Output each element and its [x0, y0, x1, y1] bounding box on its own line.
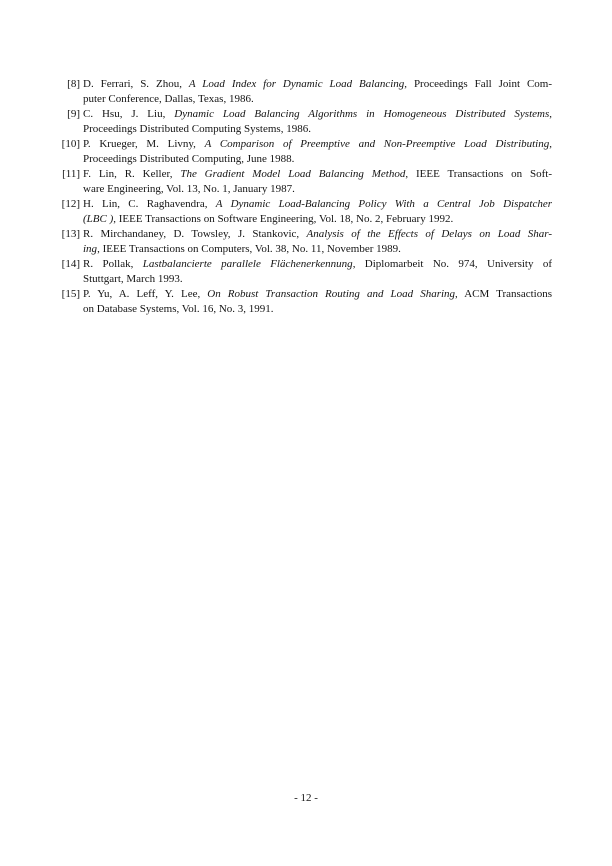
reference-title-italic: Analysis of the Effects of Delays on Load Shar- [306, 228, 552, 240]
reference-entry [61, 197, 552, 227]
reference-text: R. Pollak, [83, 258, 143, 270]
reference-text: , IEEE Transactions on Soft- [405, 168, 552, 180]
reference-title-italic: The Gradient Model Load Balancing Method [180, 168, 406, 180]
reference-text: D. Ferrari, S. Zhou, [83, 78, 189, 90]
reference-text: R. Mirchandaney, D. Towsley, J. Stankovic, [83, 228, 307, 240]
reference-entry [62, 167, 552, 197]
reference-text: puter Conference, Dallas, Texas, 1986. [83, 93, 254, 105]
reference-text: , Diplomarbeit No. 974, University of [352, 258, 552, 270]
reference-text: , IEEE Transactions on Software Engineering, Vol. 18, No. 2, February 1992. [113, 213, 454, 225]
reference-text: , [549, 108, 552, 120]
reference-title-italic: A Comparison of Preemptive and Non-Preemptive Load Distributing [204, 138, 550, 150]
reference-label: [13] [61, 228, 80, 240]
reference-label: [9] [67, 108, 80, 120]
reference-line [83, 182, 552, 197]
reference-text: F. Lin, R. Keller, [83, 168, 181, 180]
reference-title-italic: Dynamic Load Balancing Algorithms in Homogeneous Distributed Systems [174, 108, 550, 120]
references-list [61, 77, 552, 317]
reference-entry [61, 137, 552, 167]
reference-line [83, 77, 552, 92]
reference-entry [67, 107, 552, 137]
reference-line [83, 287, 552, 302]
reference-line [83, 122, 552, 137]
reference-line [83, 137, 552, 152]
reference-line [83, 107, 552, 122]
reference-title-italic: A Load Index for Dynamic Load Balancing [188, 78, 405, 90]
reference-text: P. Yu, A. Leff, Y. Lee, [83, 288, 208, 300]
reference-text: Proceedings Distributed Computing Systems, 1986. [83, 123, 311, 135]
reference-title-italic: On Robust Transaction Routing and Load Sharing [207, 288, 456, 300]
page-number: - 12 - [294, 792, 318, 804]
reference-text: , Proceedings Fall Joint Com- [404, 78, 552, 90]
reference-entry [61, 287, 552, 317]
reference-label: [14] [61, 258, 80, 270]
reference-entry [61, 227, 552, 257]
reference-title-italic: Lastbalancierte parallele Flächenerkennung [142, 258, 353, 270]
reference-text: H. Lin, C. Raghavendra, [83, 198, 216, 210]
reference-title-italic: (LBC ) [83, 213, 114, 225]
reference-label: [12] [61, 198, 80, 210]
reference-entry [67, 77, 552, 107]
reference-line [83, 167, 552, 182]
reference-line [83, 92, 552, 107]
reference-text: , IEEE Transactions on Computers, Vol. 38, No. 11, November 1989. [97, 243, 401, 255]
reference-line [83, 227, 552, 242]
reference-line [83, 272, 552, 287]
reference-line [83, 242, 552, 257]
reference-label: [8] [67, 78, 80, 90]
reference-line [83, 212, 552, 227]
reference-text: P. Krueger, M. Livny, [83, 138, 205, 150]
reference-line [83, 197, 552, 212]
reference-text: , [549, 138, 552, 150]
reference-label: [11] [62, 168, 80, 180]
reference-line [83, 152, 552, 167]
reference-text: Stuttgart, March 1993. [83, 273, 183, 285]
reference-label: [10] [61, 138, 80, 150]
reference-line [83, 257, 552, 272]
reference-line [83, 302, 552, 317]
reference-text: Proceedings Distributed Computing, June 1988. [83, 153, 295, 165]
reference-title-italic: ing [83, 243, 98, 255]
reference-text: C. Hsu, J. Liu, [83, 108, 175, 120]
reference-label: [15] [61, 288, 80, 300]
reference-entry [61, 257, 552, 287]
reference-title-italic: A Dynamic Load-Balancing Policy With a Central Job Dispatcher [215, 198, 552, 210]
reference-text: , ACM Transactions [455, 288, 552, 300]
reference-text: ware Engineering, Vol. 13, No. 1, January 1987. [83, 183, 295, 195]
reference-text: on Database Systems, Vol. 16, No. 3, 1991. [83, 303, 274, 315]
